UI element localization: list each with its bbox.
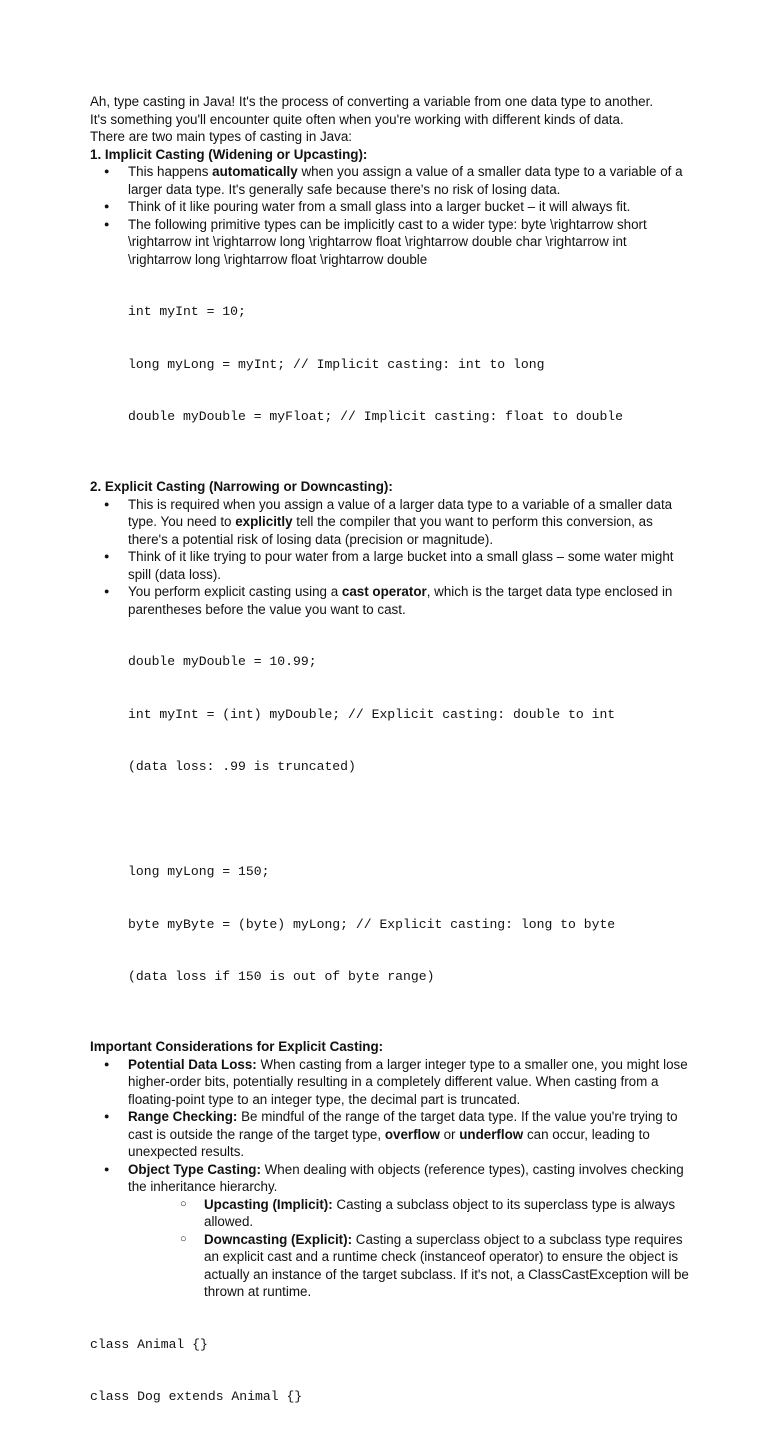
explicit-bullet-list (90, 496, 690, 619)
code-line: (data loss if 150 is out of byte range) (128, 969, 435, 984)
spacer (90, 461, 690, 479)
bullet-text: when you assign a value of a smaller data type to a variable of a larger data type. It's generally safe because there's no risk of losing data. (128, 164, 683, 197)
bullet-text: You perform explicit casting using a (128, 584, 342, 599)
implicit-code-block (90, 268, 690, 461)
bullet-text: tell the compiler that you want to perform this conversion, as there's a potential risk of losing data (precision or magnitude). (128, 514, 653, 547)
code-line: byte myByte = (byte) myLong; // Explicit casting: long to byte (128, 916, 616, 932)
implicit-heading: 1. Implicit Casting (Widening or Upcasting): (90, 146, 368, 162)
bold-text: Upcasting (Implicit): (204, 1196, 333, 1212)
bullet-text: Be mindful of the range of the target data type. If the value you're trying to cast is outside the range of the target type, (128, 1109, 678, 1142)
intro-line-3: There are two main types of casting in Java: (90, 129, 352, 144)
explicit-bullet-1 (90, 496, 690, 549)
bullet-text: can occur, leading to unexpected results. (128, 1126, 650, 1159)
implicit-bullet-list (90, 163, 690, 268)
spacer (90, 811, 690, 829)
bullet-text: When dealing with objects (reference types), casting involves checking the inheritance hierarchy. (128, 1161, 684, 1194)
bold-text: explicitly (235, 514, 293, 529)
considerations-bullet-2 (90, 1108, 690, 1161)
object-casting-sub-list (128, 1196, 690, 1301)
bold-text: overflow (384, 1126, 440, 1142)
explicit-code-block-2 (90, 828, 690, 1021)
bullet-text: Casting a superclass object to a subclass type requires an explicit cast and a runtime check (instanceof operator) to ensure the object is actually an instance of the target subclass. If it's not, a ClassCastException will be thrown at runtime. (204, 1231, 689, 1299)
bold-text: Downcasting (Explicit): (204, 1231, 353, 1247)
document-page (90, 93, 690, 1441)
final-code-block (90, 1301, 690, 1441)
explicit-code-block-1 (90, 618, 690, 811)
code-line: class Dog extends Animal {} (90, 1389, 303, 1404)
code-line: int myInt = (int) myDouble; // Explicit casting: double to int (128, 706, 616, 722)
bullet-text: , which is the target data type enclosed in parentheses before the value you want to cast. (128, 584, 673, 617)
considerations-bullet-3 (90, 1161, 690, 1301)
code-line: double myDouble = myFloat; // Implicit casting: float to double (128, 409, 624, 424)
considerations-bullet-list (90, 1056, 690, 1301)
sub-bullet-upcasting (128, 1196, 690, 1231)
bullet-text: This happens (128, 164, 213, 179)
code-line: (data loss: .99 is truncated) (128, 759, 356, 774)
bold-text: Object Type Casting: (128, 1161, 261, 1177)
explicit-bullet-2: ● Think of it like trying to pour water from a large bucket into a small glass – some water might spill (data loss). (90, 548, 690, 583)
bold-text: Potential Data Loss: (128, 1056, 257, 1072)
bullet-text: When casting from a larger integer type to a smaller one, you might lose higher-order bits, potentially resulting in a completely different value. When casting from a floating-point type to an integer type, the decimal part is truncated. (128, 1056, 688, 1107)
implicit-bullet-1 (90, 163, 690, 198)
bold-text: cast operator (341, 584, 427, 599)
considerations-heading: Important Considerations for Explicit Casting: (90, 1039, 384, 1054)
bullet-text: or (439, 1126, 460, 1142)
explicit-bullet-3 (90, 583, 690, 618)
implicit-bullet-3: ● The following primitive types can be implicitly cast to a wider type: byte \rightarrow short \rightarrow int \rightarrow long \rightarrow float \rightarrow double char \rightarrow int \rightarrow long \rightarrow float \rightarrow double (90, 216, 690, 269)
explicit-heading: 2. Explicit Casting (Narrowing or Downcasting): (90, 479, 393, 494)
intro-line-1: Ah, type casting in Java! It's the process of converting a variable from one data type to another. (90, 94, 654, 109)
code-line: int myInt = 10; (128, 304, 246, 319)
spacer (90, 1021, 690, 1039)
code-line: long myLong = 150; (128, 864, 270, 879)
sub-bullet-downcasting (128, 1231, 690, 1301)
bullet-text: Casting a subclass object to its superclass type is always allowed. (204, 1196, 676, 1229)
implicit-bullet-2: ● Think of it like pouring water from a small glass into a larger bucket – it will always fit. (90, 198, 690, 216)
considerations-bullet-1 (90, 1056, 690, 1109)
code-line: class Animal {} (90, 1336, 208, 1352)
code-line: long myLong = myInt; // Implicit casting: int to long (128, 356, 545, 372)
bullet-text: This is required when you assign a value of a larger data type to a variable of a smaller data type. You need to (128, 496, 673, 529)
bold-text: Range Checking: (128, 1109, 238, 1124)
bold-text: automatically (212, 164, 298, 179)
code-line: double myDouble = 10.99; (128, 654, 317, 669)
bold-text: underflow (459, 1126, 524, 1142)
intro-line-2: It's something you'll encounter quite often when you're working with different kinds of data. (90, 111, 624, 127)
